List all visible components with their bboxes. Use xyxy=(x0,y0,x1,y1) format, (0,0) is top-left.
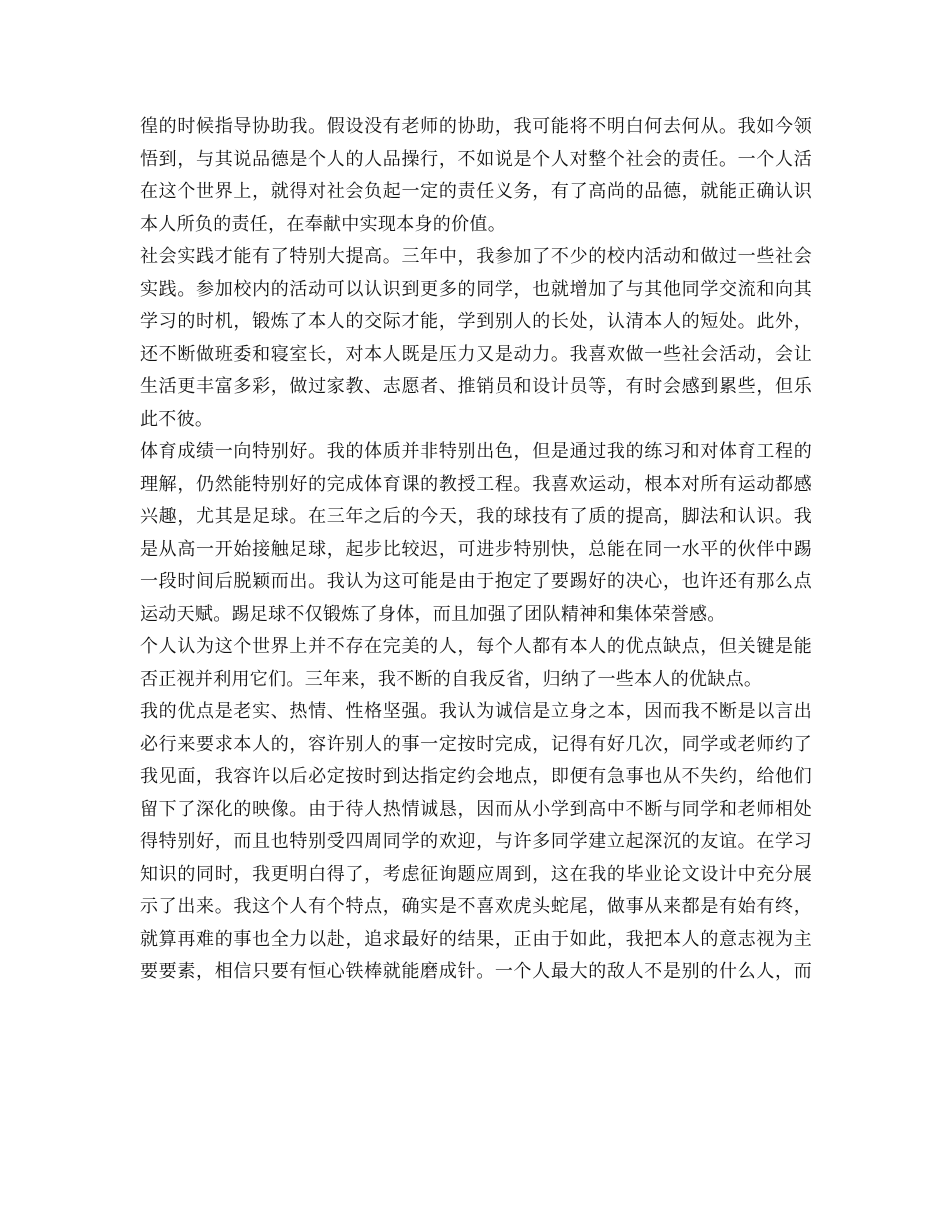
text-line: 运动天赋。踢足球不仅锻炼了身体，而且加强了团队精神和集体荣誉感。 xyxy=(140,603,726,625)
text-line: 示了出来。我这个人有个特点，确实是不喜欢虎头蛇尾，做事从来都是有始有终， xyxy=(140,896,812,917)
text-line: 我的优点是老实、热情、性格坚强。我认为诚信是立身之本，因而我不断是以言出 xyxy=(140,701,812,722)
text-line: 否正视并利用它们。三年来，我不断的自我反省，归纳了一些本人的优缺点。 xyxy=(140,668,763,690)
text-line: 得特别好，而且也特别受四周同学的欢迎，与许多同学建立起深沉的友谊。在学习 xyxy=(140,831,812,852)
text-line: 一段时间后脱颖而出。我认为这可能是由于抱定了要踢好的决心，也许还有那么点 xyxy=(140,571,812,592)
text-line: 在这个世界上，就得对社会负起一定的责任义务，有了高尚的品德，就能正确认识 xyxy=(140,181,812,202)
text-line: 要要素，相信只要有恒心铁棒就能磨成针。一个人最大的敌人不是别的什么人，而 xyxy=(140,961,812,982)
text-line: 此不彼。 xyxy=(140,408,214,430)
text-line: 学习的时机，锻炼了本人的交际才能，学到别人的长处，认清本人的短处。此外， xyxy=(140,311,812,332)
text-line: 个人认为这个世界上并不存在完美的人，每个人都有本人的优点缺点，但关键是能 xyxy=(140,636,812,657)
text-line: 就算再难的事也全力以赴，追求最好的结果，正由于如此，我把本人的意志视为主 xyxy=(140,928,812,950)
text-line: 我见面，我容许以后必定按时到达指定约会地点，即便有急事也从不失约，给他们 xyxy=(140,766,812,787)
text-line: 是从高一开始接触足球，起步比较迟，可进步特别快，总能在同一水平的伙伴中踢 xyxy=(140,538,812,560)
text-line: 生活更丰富多彩，做过家教、志愿者、推销员和设计员等，有时会感到累些，但乐 xyxy=(140,376,812,397)
text-line: 本人所负的责任，在奉献中实现本身的价值。 xyxy=(140,213,506,235)
text-line: 徨的时候指导协助我。假设没有老师的协助，我可能将不明白何去何从。我如今领 xyxy=(140,116,812,137)
body-text xyxy=(140,111,812,989)
text-line: 兴趣，尤其是足球。在三年之后的今天，我的球技有了质的提高，脚法和认识。我 xyxy=(140,506,812,527)
text-line: 留下了深化的映像。由于待人热情诚恳，因而从小学到高中不断与同学和老师相处 xyxy=(140,798,812,820)
text-line: 体育成绩一向特别好。我的体质并非特别出色，但是通过我的练习和对体育工程的 xyxy=(140,441,812,462)
text-line: 还不断做班委和寝室长，对本人既是压力又是动力。我喜欢做一些社会活动，会让 xyxy=(140,343,812,365)
text-line: 理解，仍然能特别好的完成体育课的教授工程。我喜欢运动，根本对所有运动都感 xyxy=(140,473,812,495)
text-line: 必行来要求本人的，容许别人的事一定按时完成，记得有好几次，同学或老师约了 xyxy=(140,733,812,755)
text-line: 实践。参加校内的活动可以认识到更多的同学，也就增加了与其他同学交流和向其 xyxy=(140,278,812,300)
text-line: 社会实践才能有了特别大提高。三年中，我参加了不少的校内活动和做过一些社会 xyxy=(140,246,812,267)
text-line: 悟到，与其说品德是个人的人品操行，不如说是个人对整个社会的责任。一个人活 xyxy=(140,148,812,170)
text-line: 知识的同时，我更明白得了，考虑征询题应周到，这在我的毕业论文设计中充分展 xyxy=(140,863,812,885)
